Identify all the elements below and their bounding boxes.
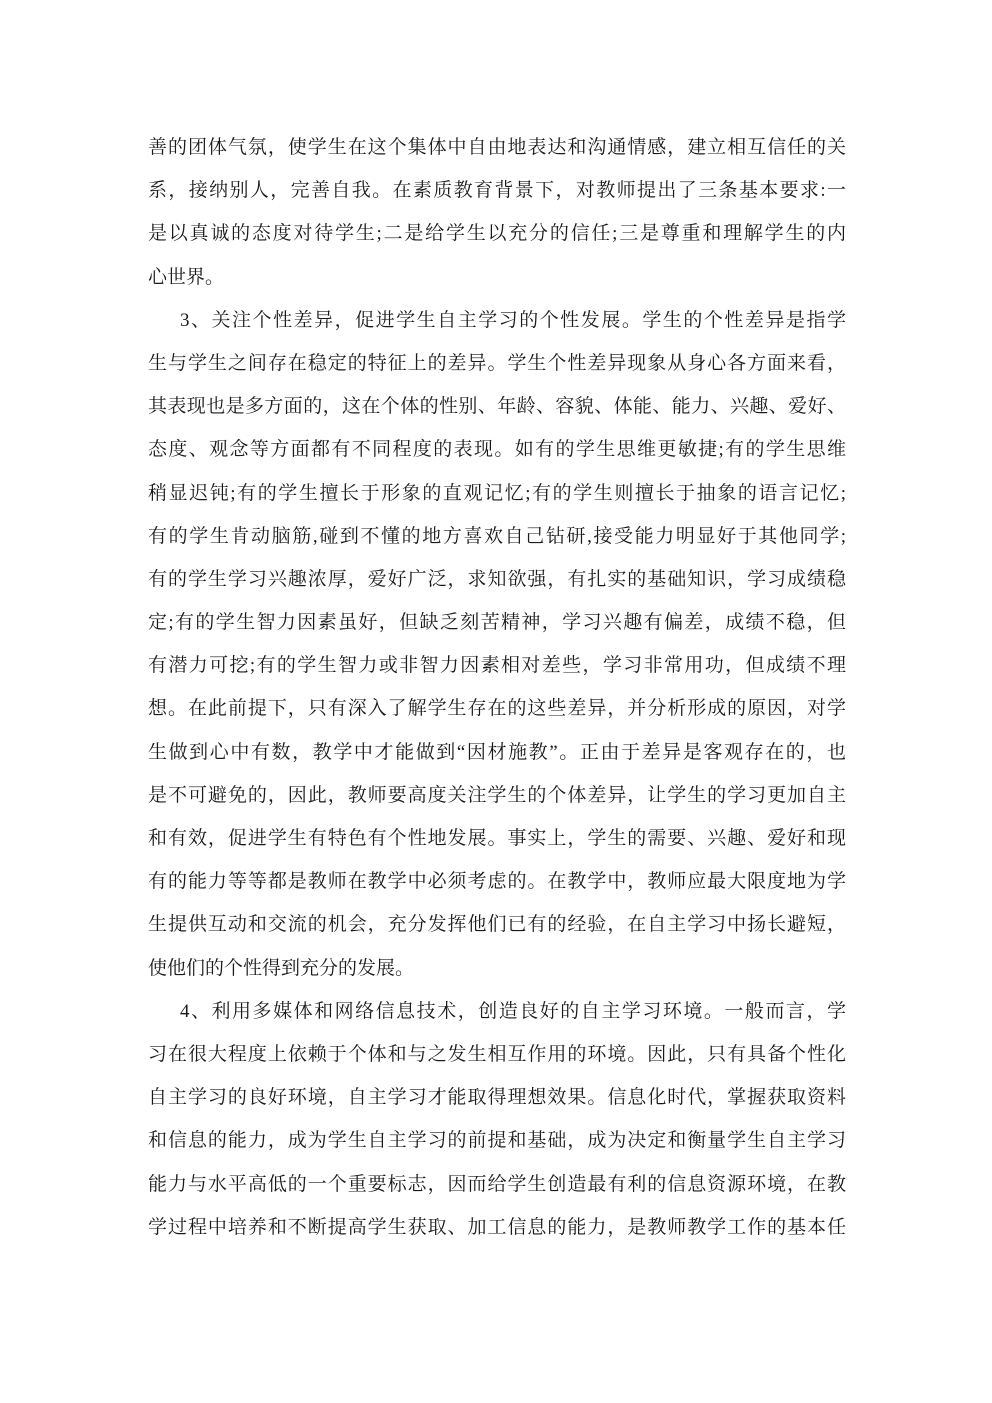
text-line: 习在很大程度上依赖于个体和与之发生相互作用的环境。因此，只有具备个性化 (148, 1043, 846, 1065)
text-line: 有的学生学习兴趣浓厚，爱好广泛，求知欲强，有扎实的基础知识，学习成绩稳 (148, 568, 846, 590)
document-body (148, 126, 846, 1249)
paragraph (148, 990, 846, 1249)
text-line: 有的能力等等都是教师在教学中必须考虑的。在教学中，教师应最大限度地为学 (148, 871, 846, 893)
text-line: 善的团体气氛，使学生在这个集体中自由地表达和沟通情感，建立相互信任的关 (148, 137, 846, 158)
text-line: 4、利用多媒体和网络信息技术，创造良好的自主学习环境。一般而言，学 (180, 1000, 846, 1022)
text-line: 是不可避免的，因此，教师要高度关注学生的个体差异，让学生的学习更加自主 (148, 784, 846, 806)
text-line: 使他们的个性得到充分的发展。 (148, 957, 415, 979)
text-line: 和信息的能力，成为学生自主学习的前提和基础，成为决定和衡量学生自主学习 (148, 1130, 846, 1152)
text-line: 学过程中培养和不断提高学生获取、加工信息的能力，是教师教学工作的基本任 (148, 1216, 846, 1238)
text-line: 想。在此前提下，只有深入了解学生存在的这些差异，并分析形成的原因，对学 (148, 698, 846, 720)
paragraph (148, 299, 846, 990)
text-line: 有潜力可挖;有的学生智力或非智力因素相对差些，学习非常用功，但成绩不理 (148, 655, 846, 677)
text-line: 生与学生之间存在稳定的特征上的差异。学生个性差异现象从身心各方面来看， (148, 352, 846, 374)
text-line: 是以真诚的态度对待学生;二是给学生以充分的信任;三是尊重和理解学生的内 (148, 223, 846, 245)
text-line: 和有效，促进学生有特色有个性地发展。事实上，学生的需要、兴趣、爱好和现 (148, 828, 846, 849)
text-line: 自主学习的良好环境，自主学习才能取得理想效果。信息化时代，掌握获取资料 (148, 1087, 846, 1109)
text-line: 3、关注个性差异，促进学生自主学习的个性发展。学生的个性差异是指学 (180, 309, 846, 331)
text-line: 心世界。 (148, 266, 225, 288)
text-line: 态度、观念等方面都有不同程度的表现。如有的学生思维更敏捷;有的学生思维 (148, 439, 846, 461)
text-line: 稍显迟钝;有的学生擅长于形象的直观记忆;有的学生则擅长于抽象的语言记忆; (148, 482, 846, 504)
text-line: 生提供互动和交流的机会，充分发挥他们已有的经验，在自主学习中扬长避短， (148, 914, 846, 936)
text-line: 能力与水平高低的一个重要标志，因而给学生创造最有利的信息资源环境，在教 (148, 1173, 846, 1195)
text-line: 系，接纳别人，完善自我。在素质教育背景下，对教师提出了三条基本要求:一 (148, 180, 846, 202)
text-line: 其表现也是多方面的，这在个体的性别、年龄、容貌、体能、能力、兴趣、爱好、 (148, 396, 846, 418)
text-line: 有的学生肯动脑筋,碰到不懂的地方喜欢自己钻研,接受能力明显好于其他同学; (148, 525, 846, 547)
text-line: 生做到心中有数，教学中才能做到“因材施教”。正由于差异是客观存在的，也 (148, 741, 846, 763)
paragraph (148, 126, 846, 299)
text-line: 定;有的学生智力因素虽好，但缺乏刻苦精神，学习兴趣有偏差，成绩不稳，但 (148, 612, 846, 634)
